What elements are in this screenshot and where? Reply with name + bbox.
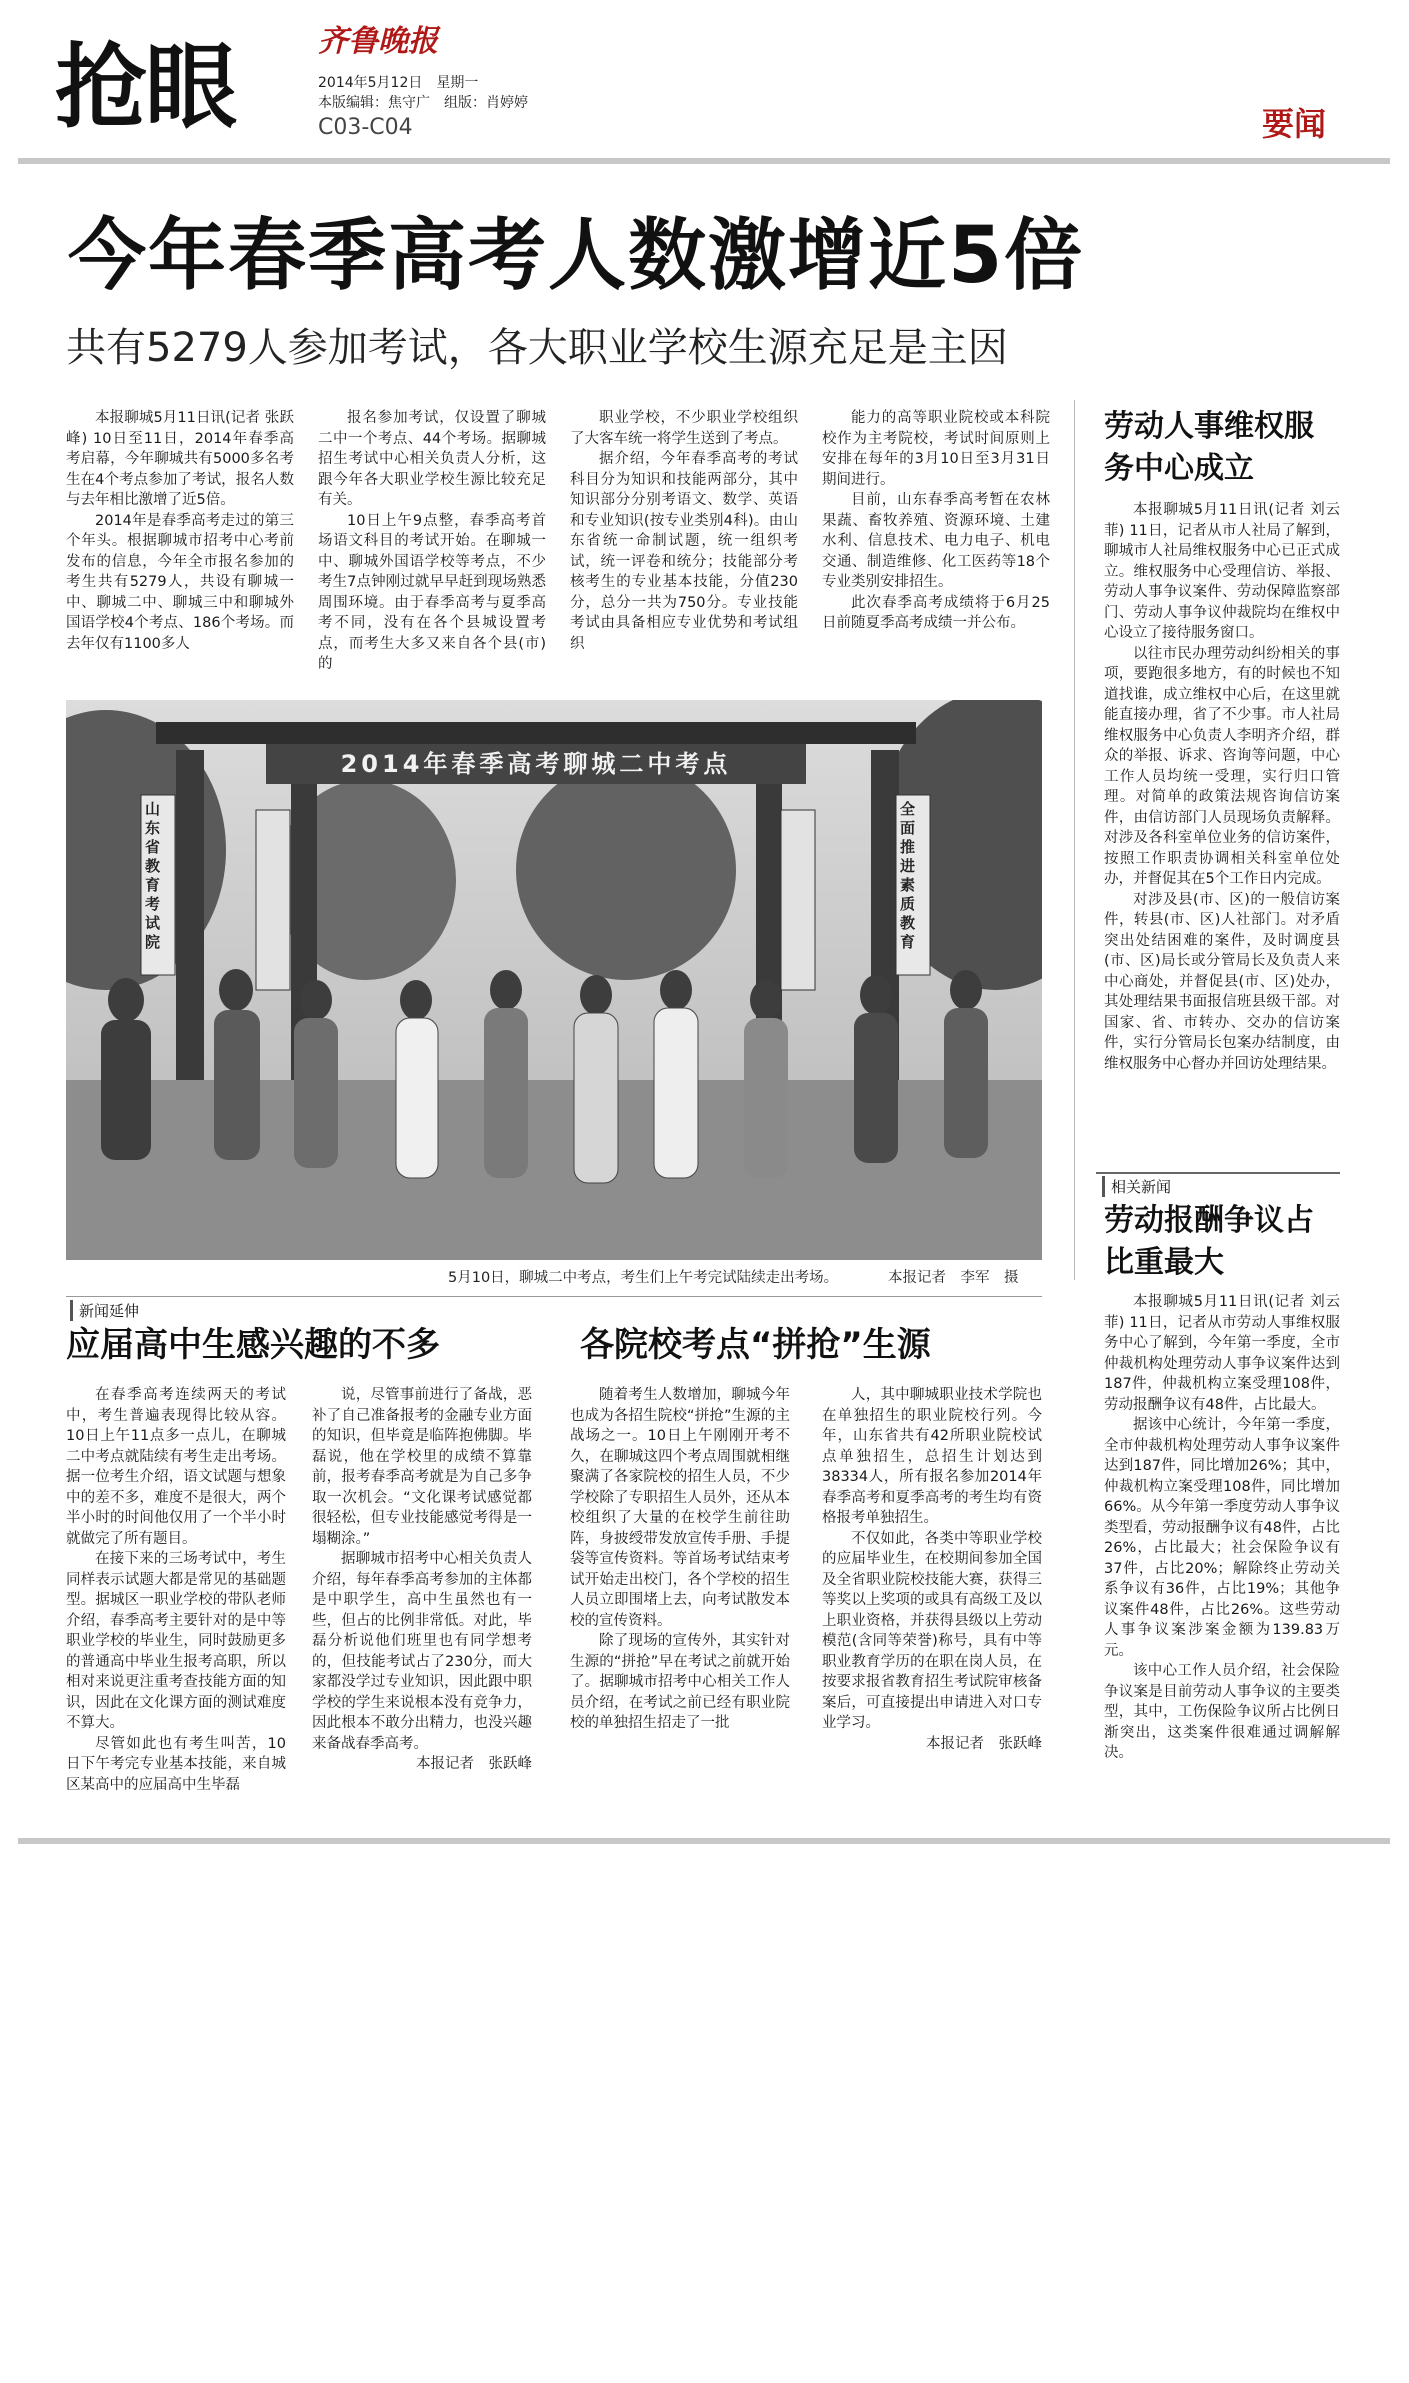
page-range: C03-C04 bbox=[318, 115, 413, 140]
extension-b-column-1 bbox=[570, 1385, 790, 1734]
related-news-tag: 相关新闻 bbox=[1102, 1176, 1171, 1197]
paragraph: 职业学校，不少职业学校组织了大客车统一将学生送到了考点。 bbox=[570, 410, 798, 447]
paragraph: 在春季高考连续两天的考试中，考生普遍表现得比较从容。10日上午11点多一点儿，在聊城二中考点就陆续有考生走出考场。据一位考生介绍，语文试题与想象中的差不多，难度不是很大，两个半小时的时间他仅用了一个半小时就做完了所有题目。 bbox=[66, 1387, 286, 1547]
right-banner-text: 全面推进素质教育 bbox=[900, 800, 916, 951]
sidebar-headline-1: 劳动人事维权服务中心成立 bbox=[1104, 409, 1314, 486]
editor-line: 本版编辑：焦守广 组版：肖婷婷 bbox=[318, 95, 528, 111]
main-column-3 bbox=[570, 408, 798, 654]
paragraph: 报名参加考试，仅设置了聊城二中一个考点、44个考场。据聊城招生考试中心相关负责人分析，这跟今年各大职业学校生源比较充足有关。 bbox=[318, 410, 546, 508]
tree bbox=[516, 760, 736, 980]
sidebar-article-2-body bbox=[1104, 1292, 1340, 1764]
gate-pillar bbox=[176, 750, 204, 1080]
left-banner bbox=[256, 810, 290, 990]
date-line: 2014年5月12日 星期一 bbox=[318, 75, 479, 91]
main-headline: 今年春季高考人数激增近5倍 bbox=[68, 211, 1085, 301]
extension-a-column-1 bbox=[66, 1385, 286, 1795]
paragraph: 尽管如此也有考生叫苦，10日下午考完专业基本技能，来自城区某高中的应届高中生毕磊 bbox=[66, 1735, 286, 1793]
byline: 本报记者 张跃峰 bbox=[416, 1756, 532, 1772]
section-name: 抢眼 bbox=[55, 34, 236, 141]
paragraph: 本报聊城5月11日讯(记者 刘云菲) 11日，记者从市劳动人事维权服务中心了解到，今年第一季度，全市仲裁机构处理劳动人事争议案件达到187件，仲裁机构立案受理108件，劳动报酬争议有48件，占比最大。 bbox=[1104, 1294, 1340, 1413]
right-banner bbox=[781, 810, 815, 990]
sidebar-divider bbox=[1074, 400, 1075, 1280]
news-photo bbox=[66, 700, 1042, 1260]
extension-rule bbox=[66, 1296, 1042, 1297]
main-subheadline: 共有5279人参加考试，各大职业学校生源充足是主因 bbox=[66, 325, 1008, 371]
main-column-2 bbox=[318, 408, 546, 675]
extension-b-column-2 bbox=[822, 1385, 1042, 1754]
paragraph: 说，尽管事前进行了备战，恶补了自己准备报考的金融专业方面的知识，但毕竟是临阵抱佛脚。毕磊说，他在学校里的成绩不算靠前，报考春季高考就是为自己多争取一次机会。“文化课考试感觉都很轻松，但专业技能感觉考得是一塌糊涂。” bbox=[312, 1387, 532, 1547]
sidebar-article-1-body bbox=[1104, 500, 1340, 1074]
paragraph: 据介绍，今年春季高考的考试科目分为知识和技能两部分，其中知识部分分别考语文、数学、英语和专业知识(按专业类别4科)。由山东省统一命制试题，统一组织考试，统一评卷和统分；技能部分考核考生的专业基本技能，分值230分，总分一共为750分。专业技能考试由具备相应专业优势和考试组织 bbox=[570, 451, 798, 652]
extension-headline-b: 各院校考点“拼抢”生源 bbox=[580, 1325, 931, 1365]
paragraph: 据聊城市招考中心相关负责人介绍，每年春季高考参加的主体都是中职学生，高中生虽然也有一些，但占的比例非常低。对此，毕磊分析说他们班里也有同学想考的，但技能考试占了230分，而大家都没学过专业知识，因此跟中职学校的学生来说根本没有竞争力，因此根本不敢分出精力，也没兴趣来备战春季高考。 bbox=[312, 1551, 532, 1752]
paragraph: 随着考生人数增加，聊城今年也成为各招生院校“拼抢”生源的主战场之一。10日上午刚刚开考不久，在聊城这四个考点周围就相继聚满了各家院校的招生人员，不少学校除了专职招生人员外，还从本校组织了大量的在校学生前往助阵，身披绶带发放宣传手册、手提袋等宣传资料。等首场考试结束考试开始走出校门，各个学校的招生人员立即围堵上去，向考试散发本校的宣传资料。 bbox=[570, 1387, 790, 1629]
footer-rule bbox=[18, 1838, 1390, 1844]
paragraph: 目前，山东春季高考暂在农林果蔬、畜牧养殖、资源环境、土建水利、信息技术、电力电子、机电交通、制造维修、化工医药等18个专业类别安排招生。 bbox=[822, 492, 1050, 590]
paragraph: 此次春季高考成绩将于6月25日前随夏季高考成绩一并公布。 bbox=[822, 594, 1050, 631]
paragraph: 不仅如此，各类中等职业学校的应届毕业生，在校期间参加全国及全省职业院校技能大赛，获得三等奖以上奖项的或具有高级工及以上职业资格，并获得县级以上劳动模范(含同等荣誉)称号，具有中等职业教育学历的在职在岗人员，在按要求报省教育招生考试院审核备案后，可直接提出申请进入对口专业学习。 bbox=[822, 1530, 1042, 1731]
paragraph: 据该中心统计，今年第一季度，全市仲裁机构处理劳动人事争议案件达到187件，同比增加26%；其中，仲裁机构立案受理108件，同比增加66%。从今年第一季度劳动人事争议类型看，劳动报酬争议有48件，占比26%，占比最大；社会保险争议有37件，占比20%；解除终止劳动关系争议有36件，占比19%；其他争议案件48件，占比26%。这些劳动人事争议案涉案金额为139.83万元。 bbox=[1104, 1417, 1340, 1659]
arch-sign-text: 2014年春季高考聊城二中考点 bbox=[340, 750, 732, 778]
sidebar-headline-2: 劳动报酬争议占比重最大 bbox=[1104, 1203, 1314, 1280]
paragraph: 本报聊城5月11日讯(记者 张跃峰) 10日至11日，2014年春季高考启幕，今年聊城共有5000多名考生在4个考点参加了考试，报名人数与去年相比激增了近5倍。 bbox=[66, 410, 294, 508]
related-rule bbox=[1096, 1172, 1340, 1174]
photo-illustration bbox=[66, 700, 1042, 1260]
extension-tag: 新闻延伸 bbox=[70, 1300, 139, 1321]
photo-caption: 5月10日，聊城二中考点，考生们上午考完试陆续走出考场。 bbox=[448, 1270, 839, 1286]
main-column-1 bbox=[66, 408, 294, 654]
byline: 本报记者 张跃峰 bbox=[926, 1735, 1042, 1752]
paragraph: 该中心工作人员介绍，社会保险争议案是目前劳动人事争议的主要类型，其中，工伤保险争议所占比例日渐突出，这类案件很难通过调解解决。 bbox=[1104, 1663, 1340, 1761]
paragraph: 能力的高等职业院校或本科院校作为主考院校，考试时间原则上安排在每年的3月10日至3月31日期间进行。 bbox=[822, 410, 1050, 488]
main-column-4 bbox=[822, 408, 1050, 634]
paragraph: 本报聊城5月11日讯(记者 刘云菲) 11日，记者从市人社局了解到，聊城市人社局维权服务中心已正式成立。维权服务中心受理信访、举报、劳动人事争议案件、劳动保障监察部门、劳动人事争议仲裁院均在维权中心设立了接待服务窗口。 bbox=[1104, 502, 1340, 641]
photo-credit: 本报记者 李军 摄 bbox=[888, 1270, 1019, 1286]
paragraph: 10日上午9点整，春季高考首场语文科目的考试开始。在聊城一中、聊城外国语学校等考点，不少考生7点钟刚过就早早赶到现场熟悉周围环境。由于春季高考与夏季高考不同，没有在各个县城设置考点，而考生大多又来自各个县(市)的 bbox=[318, 512, 546, 672]
paragraph: 人，其中聊城职业技术学院也在单独招生的职业院校行列。今年，山东省共有42所职业院校试点单独招生，总招生计划达到38334人，所有报名参加2014年春季高考和夏季高考的考生均有资格报考单独招生。 bbox=[822, 1387, 1042, 1526]
paragraph: 在接下来的三场考试中，考生同样表示试题大都是常见的基础题型。据城区一职业学校的带队老师介绍，春季高考主要针对的是中等职业学校的毕业生，同时鼓励更多的普通高中毕业生报考高职，所以相对来说更注重考查技能方面的知识，因此在文化课方面的测试难度不算大。 bbox=[66, 1551, 286, 1731]
extension-a-column-2 bbox=[312, 1385, 532, 1775]
paragraph: 除了现场的宣传外，其实针对生源的“拼抢”早在考试之前就开始了。据聊城市招考中心相关工作人员介绍，在考试之前已经有职业院校的单独招生招走了一批 bbox=[570, 1633, 790, 1731]
paper-name: 齐鲁晚报 bbox=[318, 24, 438, 59]
paragraph: 以往市民办理劳动纠纷相关的事项，要跑很多地方，有的时候也不知道找谁，成立维权中心后，在这里就能直接办理，省了不少事。市人社局维权服务中心负责人李明齐介绍，群众的举报、诉求、咨询等问题，中心工作人员均统一受理，实行归口管理。对简单的政策法规咨询信访案件，由信访部门人员现场负责解释。对涉及各科室单位业务的信访案件，按照工作职责协调相关科室单位处办，并督促其在5个工作日内完成。 bbox=[1104, 645, 1340, 887]
paragraph: 对涉及县(市、区)的一般信访案件，转县(市、区)人社部门。对矛盾突出处结困难的案件，及时调度县(市、区)局长或分管局长及负责人来中心商处，并督促县(市、区)处办，其处理结果书面报信班县级干部。对国家、省、市转办、交办的信访案件，实行分管局长包案办结制度，由维权服务中心督办并回访处理结果。 bbox=[1104, 891, 1340, 1072]
section-tag: 要闻 bbox=[1262, 105, 1327, 143]
gate-beam bbox=[156, 722, 916, 744]
extension-headline-a: 应届高中生感兴趣的不多 bbox=[66, 1325, 440, 1365]
left-banner-text: 山东省教育考试院 bbox=[145, 800, 161, 951]
paragraph: 2014年是春季高考走过的第三个年头。根据聊城市招考中心考前发布的信息，今年全市报名参加的考生共有5279人，共设有聊城一中、聊城二中、聊城三中和聊城外国语学校4个考点、186个考场。而去年仅有1100多人 bbox=[66, 512, 294, 652]
header-rule bbox=[18, 158, 1390, 164]
